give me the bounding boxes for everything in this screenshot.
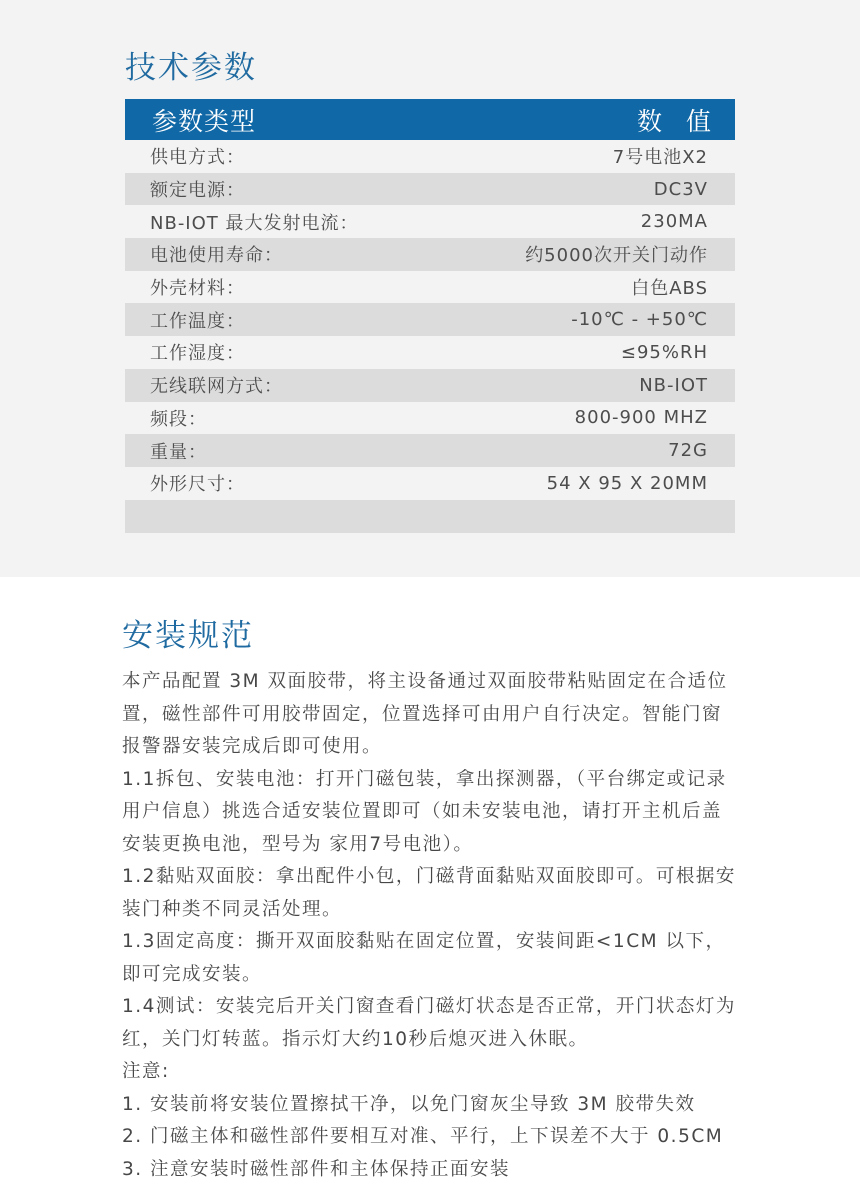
spec-label: 电池使用寿命： xyxy=(150,241,283,267)
spec-row xyxy=(125,140,735,173)
spec-label: 外壳材料： xyxy=(150,274,245,300)
install-note-item: 3. 注意安装时磁性部件和主体保持正面安装 xyxy=(122,1154,737,1186)
spec-row xyxy=(125,238,735,271)
spec-value: 230MA xyxy=(641,211,708,232)
spec-value: 72G xyxy=(668,440,708,461)
spec-value: -10℃ - +50℃ xyxy=(571,309,708,330)
spec-rows xyxy=(125,140,735,533)
spec-label: 工作温度： xyxy=(150,307,245,333)
install-body xyxy=(122,666,737,1186)
install-paragraph: 1.2黏贴双面胶：拿出配件小包，门磁背面黏贴双面胶即可。可根据安装门种类不同灵活处理。 xyxy=(122,861,737,926)
spec-label: 供电方式： xyxy=(150,143,245,169)
spec-row xyxy=(125,369,735,402)
spec-label: 外形尺寸： xyxy=(150,470,245,496)
spec-value: 800-900 MHZ xyxy=(575,407,708,428)
header-param-type: 参数类型 xyxy=(152,102,256,138)
spec-row xyxy=(125,467,735,500)
spec-label: NB-IOT 最大发射电流： xyxy=(150,209,359,235)
spec-value: 约5000次开关门动作 xyxy=(525,241,708,267)
spec-table-header xyxy=(125,99,735,140)
install-paragraph: 本产品配置 3M 双面胶带，将主设备通过双面胶带粘贴固定在合适位置，磁性部件可用胶带固定，位置选择可由用户自行决定。智能门窗报警器安装完成后即可使用。 xyxy=(122,666,737,764)
spec-value: 白色ABS xyxy=(631,274,708,300)
tech-spec-section xyxy=(0,0,860,577)
spec-value: NB-IOT xyxy=(639,375,708,396)
install-note-item: 1. 安装前将安装位置擦拭干净，以免门窗灰尘导致 3M 胶带失效 xyxy=(122,1089,737,1122)
spec-row xyxy=(125,173,735,206)
spec-value: 54 X 95 X 20MM xyxy=(547,473,708,494)
spec-value: DC3V xyxy=(654,179,708,200)
spec-row xyxy=(125,303,735,336)
spec-section-title: 技术参数 xyxy=(125,42,257,87)
spec-label: 额定电源： xyxy=(150,176,245,202)
spec-row xyxy=(125,205,735,238)
spec-row xyxy=(125,434,735,467)
install-paragraph: 1.4测试：安装完后开关门窗查看门磁灯状态是否正常，开门状态灯为红，关门灯转蓝。指示灯大约10秒后熄灭进入休眠。 xyxy=(122,991,737,1056)
install-paragraph: 1.1拆包、安装电池：打开门磁包装，拿出探测器，（平台绑定或记录用户信息）挑选合适安装位置即可（如未安装电池，请打开主机后盖安装更换电池，型号为 家用7号电池）。 xyxy=(122,764,737,862)
spec-row xyxy=(125,402,735,435)
spec-row xyxy=(125,336,735,369)
spec-label: 工作湿度： xyxy=(150,339,245,365)
spec-row-empty xyxy=(125,500,735,533)
spec-table xyxy=(125,99,735,533)
spec-value: 7号电池X2 xyxy=(613,143,708,169)
spec-value: ≤95%RH xyxy=(621,342,708,363)
install-note-item: 2. 门磁主体和磁性部件要相互对准、平行，上下误差不大于 0.5CM xyxy=(122,1121,737,1154)
install-section-title: 安装规范 xyxy=(122,610,254,655)
spec-label: 频段： xyxy=(150,405,207,431)
install-paragraph: 1.3固定高度：撕开双面胶黏贴在固定位置，安装间距<1CM 以下，即可完成安装。 xyxy=(122,926,737,991)
spec-label: 无线联网方式： xyxy=(150,372,283,398)
spec-row xyxy=(125,271,735,304)
install-note-label: 注意: xyxy=(122,1056,737,1089)
spec-label: 重量： xyxy=(150,438,207,464)
header-value: 数值 xyxy=(637,102,735,138)
